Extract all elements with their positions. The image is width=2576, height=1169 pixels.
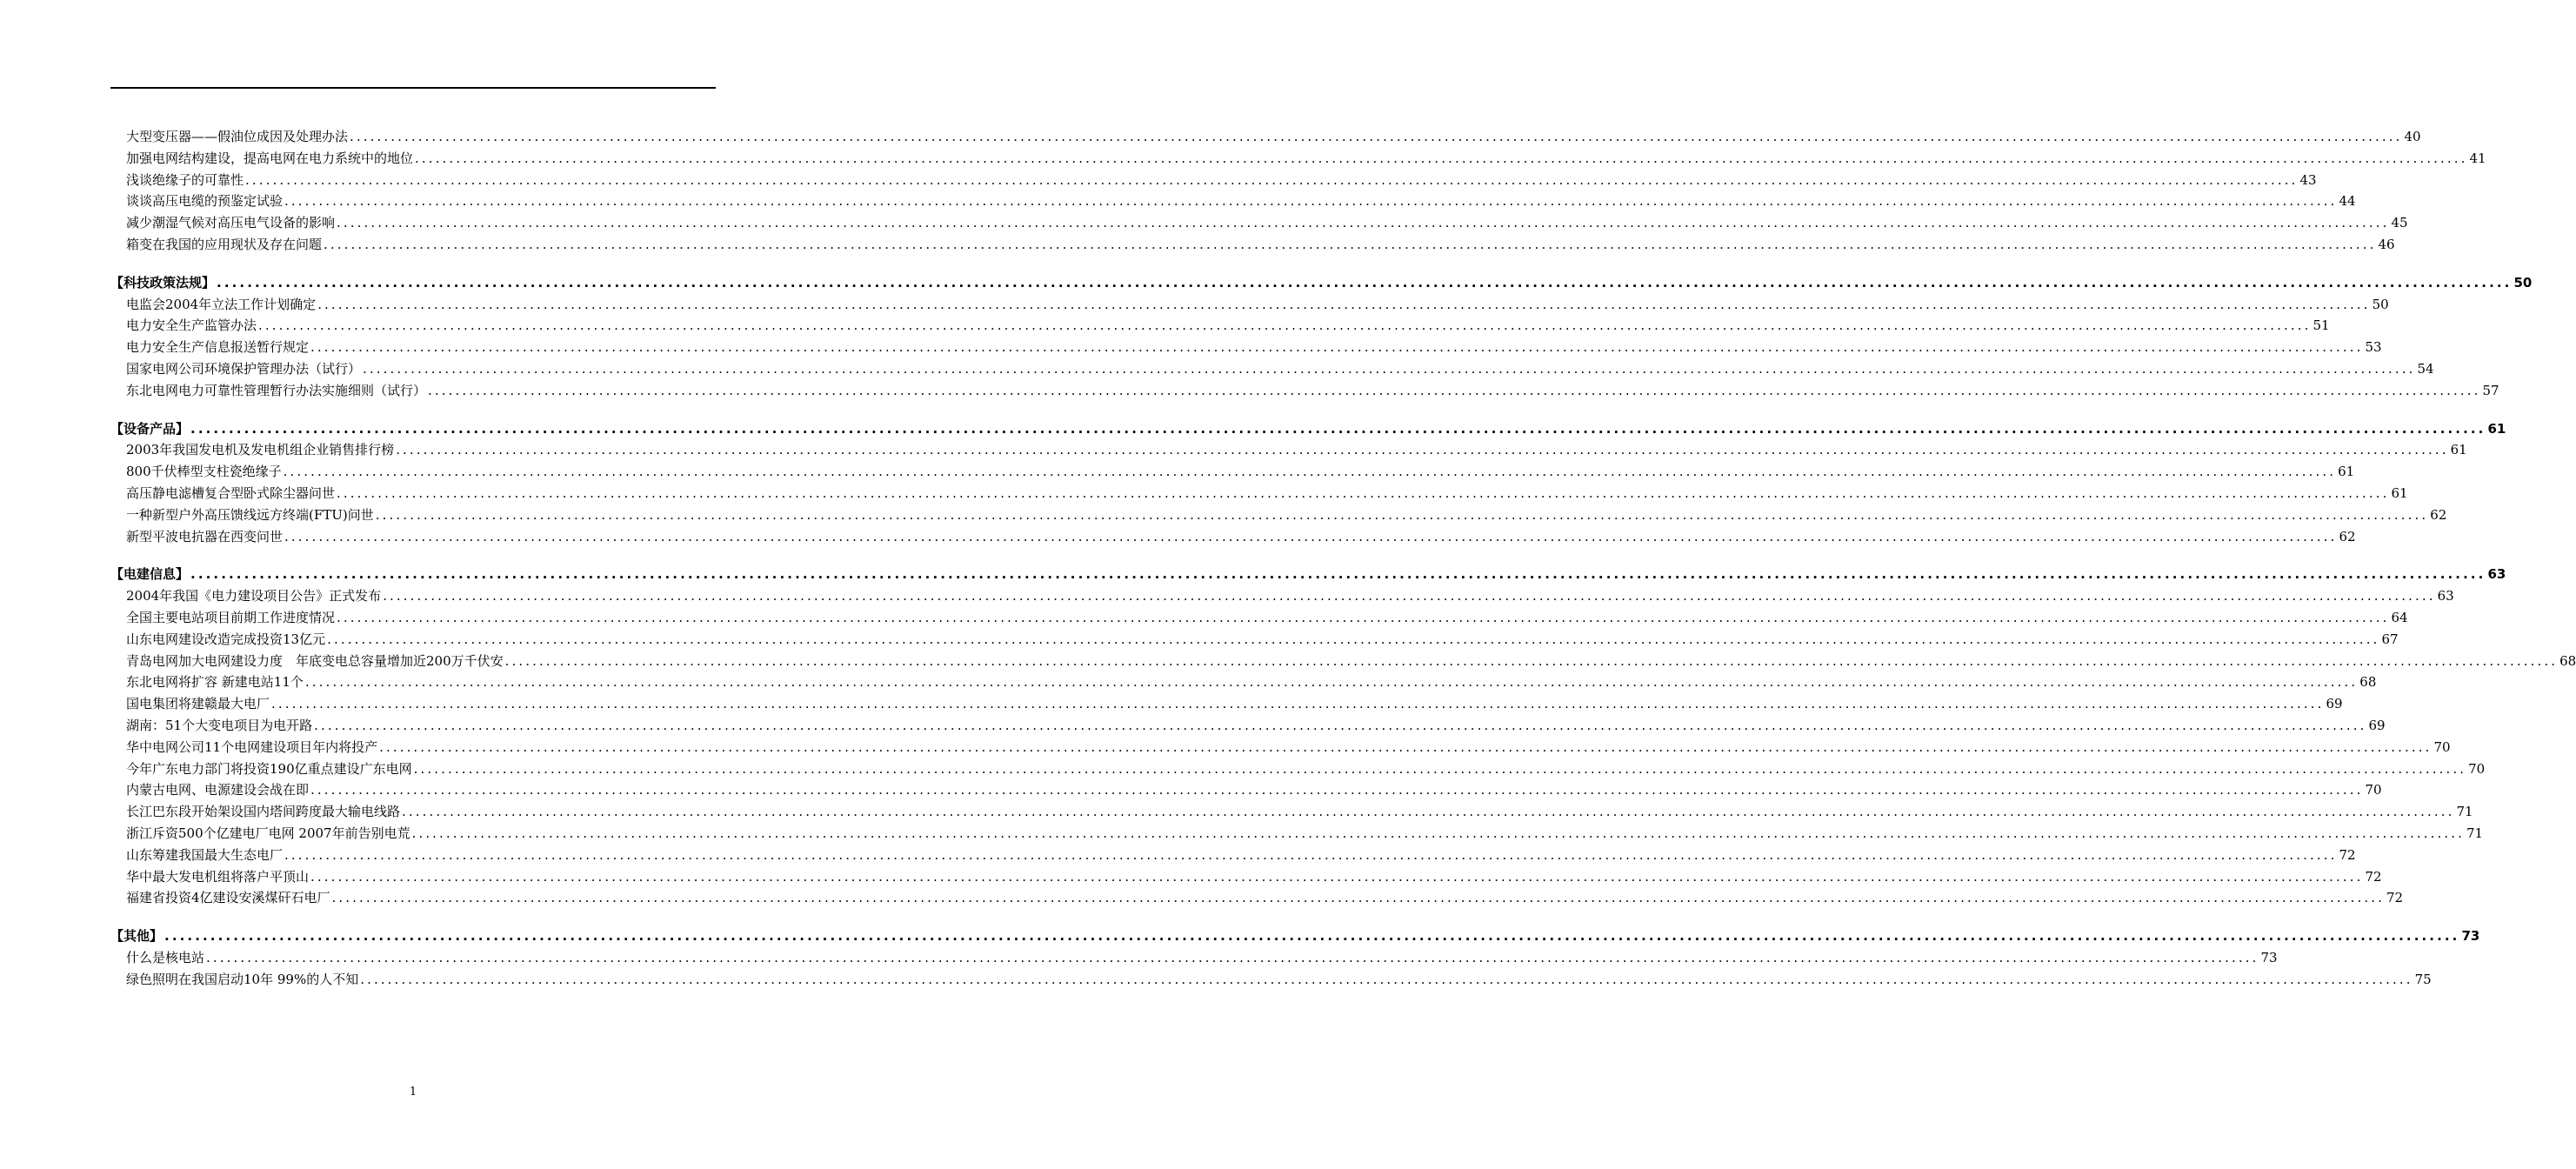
- group-spacer: [110, 402, 716, 418]
- toc-entry-title: 今年广东电力部门将投资190亿重点建设广东电网: [126, 760, 412, 777]
- dot-leader: ............................................................................................................................................................................................................................................................................................................: [383, 588, 2436, 605]
- toc-entry[interactable]: [110, 969, 2432, 991]
- dot-leader: ............................................................................................................................................................................................................................................................................................................: [375, 506, 2429, 523]
- toc-entry-page: 61: [2338, 464, 2355, 480]
- toc-entry-page: 53: [2365, 339, 2382, 356]
- toc-entry-title: 什么是核电站: [126, 949, 205, 965]
- toc-entry-title: 绿色照明在我国启动10年 99%的人不知: [126, 971, 359, 987]
- toc-entry-page: 68: [2359, 674, 2377, 691]
- toc-entry[interactable]: [110, 671, 2377, 693]
- toc-entry-title: 2004年我国《电力建设项目公告》正式发布: [126, 588, 382, 605]
- dot-leader: ............................................................................................................................................................................................................................................................................................................: [504, 652, 2559, 669]
- toc-entry-title: 浅谈绝缘子的可靠性: [126, 171, 244, 188]
- dot-leader: ............................................................................................................................................................................................................................................................................................................: [310, 339, 2364, 356]
- dot-leader: ............................................................................................................................................................................................................................................................................................................: [337, 484, 2390, 501]
- toc-entry-page: 70: [2468, 760, 2486, 777]
- toc-entry[interactable]: [110, 715, 2386, 737]
- toc-entry-page: 43: [2299, 171, 2317, 188]
- toc-entry[interactable]: [110, 845, 2356, 866]
- toc-entry[interactable]: [110, 190, 2356, 212]
- toc-entry[interactable]: [110, 315, 2330, 337]
- dot-leader: ............................................................................................................................................................................................................................................................................................................: [283, 464, 2337, 480]
- toc-entry-page: 70: [2433, 738, 2451, 755]
- dot-leader: ............................................................................................................................................................................................................................................................................................................: [331, 890, 2385, 906]
- toc-entry-title: 福建省投资4亿建设安溪煤矸石电厂: [126, 890, 330, 906]
- toc-entry-page: 72: [2339, 846, 2356, 863]
- page-number: 1: [409, 1086, 417, 1099]
- dot-leader: ............................................................................................................................................................................................................................................................................................................: [402, 804, 2455, 820]
- toc-entry-title: 东北电网将扩容 新建电站11个: [126, 674, 304, 691]
- toc-entry-title: 内蒙古电网、电源建设会战在即: [126, 782, 310, 798]
- toc-entry-page: 40: [2404, 129, 2421, 144]
- dot-leader: ............................................................................................................................................................................................................................................................................................................: [363, 360, 2416, 377]
- toc-entry-title: 减少潮湿气候对高压电气设备的影响: [126, 215, 336, 231]
- dot-leader: ............................................................................................................................................................................................................................................................................................................: [413, 760, 2467, 777]
- toc-entry-page: 62: [2430, 506, 2447, 523]
- toc-entry[interactable]: [110, 651, 2576, 672]
- toc-entry-page: 61: [2450, 442, 2467, 458]
- toc-section[interactable]: [110, 418, 2506, 440]
- toc-entry[interactable]: [110, 801, 2473, 823]
- toc-entry-title: 高压静电滤槽复合型卧式除尘器问世: [126, 484, 336, 501]
- toc-entry-page: 67: [2381, 631, 2399, 647]
- toc-entry-title: 电力安全生产监管办法: [126, 317, 257, 334]
- toc-entry-title: 长江巴东段开始架设国内塔间跨度最大输电线路: [126, 804, 401, 820]
- toc-entry-title: 国家电网公司环境保护管理办法（试行）: [126, 360, 362, 377]
- dot-leader: ............................................................................................................................................................................................................................................................................................................: [284, 528, 2338, 544]
- toc-entry-title: 国电集团将建赣最大电厂: [126, 696, 270, 712]
- dot-leader: ............................................................................................................................................................................................................................................................................................................: [217, 274, 2513, 291]
- dot-leader: ............................................................................................................................................................................................................................................................................................................: [337, 215, 2390, 231]
- toc-entry-page: 62: [2339, 528, 2356, 544]
- dot-leader: ............................................................................................................................................................................................................................................................................................................: [314, 717, 2367, 733]
- toc-entry[interactable]: [110, 887, 2404, 909]
- dot-leader: ............................................................................................................................................................................................................................................................................................................: [284, 846, 2338, 863]
- toc-entry[interactable]: [110, 483, 2408, 504]
- toc-entry-title: 青岛电网加大电网建设力度 年底变电总容量增加近200万千伏安: [126, 652, 504, 669]
- toc-entry[interactable]: [110, 737, 2451, 758]
- toc-entry[interactable]: [110, 693, 2343, 715]
- toc-entry[interactable]: [110, 526, 2356, 548]
- toc-entry[interactable]: [110, 358, 2434, 380]
- dot-leader: ............................................................................................................................................................................................................................................................................................................: [360, 971, 2413, 987]
- dot-leader: ............................................................................................................................................................................................................................................................................................................: [164, 928, 2460, 945]
- toc-entry[interactable]: [110, 629, 2399, 651]
- dot-leader: ............................................................................................................................................................................................................................................................................................................: [206, 949, 2259, 965]
- dot-leader: ............................................................................................................................................................................................................................................................................................................: [258, 317, 2312, 334]
- toc-entry-page: 64: [2391, 609, 2408, 625]
- toc-entry[interactable]: [110, 234, 2395, 256]
- toc-entry-title: 新型平波电抗器在西变问世: [126, 528, 284, 544]
- toc-entry[interactable]: [110, 607, 2408, 629]
- toc-entry-page: 41: [2469, 150, 2486, 166]
- dot-leader: ............................................................................................................................................................................................................................................................................................................: [271, 696, 2325, 712]
- dot-leader: ............................................................................................................................................................................................................................................................................................................: [350, 129, 2403, 144]
- dot-leader: ............................................................................................................................................................................................................................................................................................................: [284, 193, 2338, 210]
- toc-section-page: 50: [2513, 274, 2533, 291]
- toc-entry[interactable]: [110, 126, 2421, 148]
- toc-entry-title: 电力安全生产信息报送暂行规定: [126, 339, 310, 356]
- table-of-contents: [110, 126, 2576, 990]
- toc-entry[interactable]: [110, 148, 2486, 170]
- toc-section[interactable]: [110, 564, 2506, 585]
- dot-leader: ............................................................................................................................................................................................................................................................................................................: [310, 782, 2364, 798]
- toc-entry[interactable]: [110, 779, 2382, 801]
- dot-leader: ............................................................................................................................................................................................................................................................................................................: [396, 442, 2449, 458]
- dot-leader: ............................................................................................................................................................................................................................................................................................................: [337, 609, 2390, 625]
- toc-entry-title: 加强电网结构建设，提高电网在电力系统中的地位: [126, 150, 414, 166]
- dot-leader: ............................................................................................................................................................................................................................................................................................................: [411, 825, 2465, 841]
- toc-entry-page: 45: [2391, 215, 2408, 231]
- toc-entry-page: 54: [2417, 360, 2434, 377]
- toc-entry-page: 51: [2312, 317, 2330, 334]
- toc-section[interactable]: [110, 272, 2533, 294]
- toc-entry-page: 44: [2339, 193, 2356, 210]
- toc-entry-page: 71: [2456, 804, 2473, 820]
- dot-leader: ............................................................................................................................................................................................................................................................................................................: [190, 566, 2486, 583]
- group-spacer: [110, 547, 716, 564]
- dot-leader: ............................................................................................................................................................................................................................................................................................................: [317, 296, 2371, 312]
- toc-entry[interactable]: [110, 461, 2355, 483]
- dot-leader: ............................................................................................................................................................................................................................................................................................................: [304, 674, 2359, 691]
- toc-entry-page: 69: [2326, 696, 2343, 712]
- toc-entry-page: 61: [2391, 484, 2408, 501]
- dot-leader: ............................................................................................................................................................................................................................................................................................................: [245, 171, 2299, 188]
- toc-entry-title: 2003年我国发电机及发电机组企业销售排行榜: [126, 442, 395, 458]
- toc-entry[interactable]: [110, 439, 2467, 461]
- toc-entry-title: 大型变压器——假油位成因及处理办法: [126, 129, 349, 144]
- toc-entry-title: 浙江斥资500个亿建电厂电网 2007年前告别电荒: [126, 825, 410, 841]
- toc-entry[interactable]: [110, 504, 2447, 526]
- dot-leader: ............................................................................................................................................................................................................................................................................................................: [415, 150, 2468, 166]
- toc-entry[interactable]: [110, 823, 2484, 845]
- toc-section[interactable]: [110, 925, 2480, 947]
- toc-entry-page: 72: [2386, 890, 2404, 906]
- toc-entry-page: 69: [2368, 717, 2386, 733]
- toc-entry-page: 70: [2365, 782, 2382, 798]
- toc-section-title: 【其他】: [110, 928, 164, 945]
- toc-entry-title: 华中最大发电机组将落户平顶山: [126, 868, 310, 885]
- toc-section-title: 【设备产品】: [110, 420, 190, 437]
- dot-leader: ............................................................................................................................................................................................................................................................................................................: [190, 420, 2486, 437]
- toc-entry[interactable]: [110, 170, 2317, 191]
- toc-entry-title: 山东筹建我国最大生态电厂: [126, 846, 284, 863]
- toc-entry-page: 63: [2437, 588, 2454, 605]
- toc-entry[interactable]: [110, 758, 2486, 780]
- toc-entry[interactable]: [110, 212, 2408, 234]
- toc-entry-title: 800千伏棒型支柱瓷绝缘子: [126, 464, 282, 480]
- toc-entry[interactable]: [110, 585, 2454, 607]
- toc-entry-title: 一种新型户外高压馈线远方终端(FTU)问世: [126, 506, 374, 523]
- header-rule: [110, 87, 716, 89]
- toc-entry-title: 东北电网电力可靠性管理暂行办法实施细则（试行）: [126, 382, 427, 398]
- toc-entry-title: 华中电网公司11个电网建设项目年内将投产: [126, 738, 378, 755]
- toc-entry-title: 电监会2004年立法工作计划确定: [126, 296, 317, 312]
- toc-entry-title: 全国主要电站项目前期工作进度情况: [126, 609, 336, 625]
- toc-entry-page: 68: [2559, 652, 2576, 669]
- toc-entry-page: 71: [2466, 825, 2484, 841]
- toc-entry-page: 72: [2365, 868, 2382, 885]
- toc-section-title: 【电建信息】: [110, 566, 190, 583]
- toc-entry[interactable]: [110, 337, 2382, 358]
- dot-leader: ............................................................................................................................................................................................................................................................................................................: [324, 236, 2377, 252]
- dot-leader: ............................................................................................................................................................................................................................................................................................................: [428, 382, 2481, 398]
- toc-section-page: 73: [2461, 928, 2480, 945]
- dot-leader: ............................................................................................................................................................................................................................................................................................................: [379, 738, 2433, 755]
- dot-leader: ............................................................................................................................................................................................................................................................................................................: [310, 868, 2364, 885]
- toc-entry-title: 箱变在我国的应用现状及存在问题: [126, 236, 323, 252]
- toc-entry-page: 57: [2482, 382, 2499, 398]
- toc-entry-page: 75: [2414, 971, 2432, 987]
- group-spacer: [110, 256, 716, 272]
- toc-entry[interactable]: [110, 380, 2499, 402]
- toc-entry-title: 山东电网建设改造完成投资13亿元: [126, 631, 326, 647]
- toc-entry[interactable]: [110, 947, 2278, 969]
- toc-entry-page: 73: [2260, 949, 2278, 965]
- dot-leader: ............................................................................................................................................................................................................................................................................................................: [327, 631, 2380, 647]
- toc-entry-title: 湖南：51个大变电项目为电开路: [126, 717, 313, 733]
- toc-section-page: 61: [2487, 420, 2506, 437]
- toc-entry-page: 46: [2378, 236, 2395, 252]
- toc-entry-page: 50: [2372, 296, 2389, 312]
- toc-entry-title: 谈谈高压电缆的预鉴定试验: [126, 193, 284, 210]
- toc-section-title: 【科技政策法规】: [110, 274, 216, 291]
- toc-section-page: 63: [2487, 566, 2506, 583]
- toc-entry[interactable]: [110, 866, 2382, 888]
- toc-entry[interactable]: [110, 294, 2389, 316]
- group-spacer: [110, 909, 716, 925]
